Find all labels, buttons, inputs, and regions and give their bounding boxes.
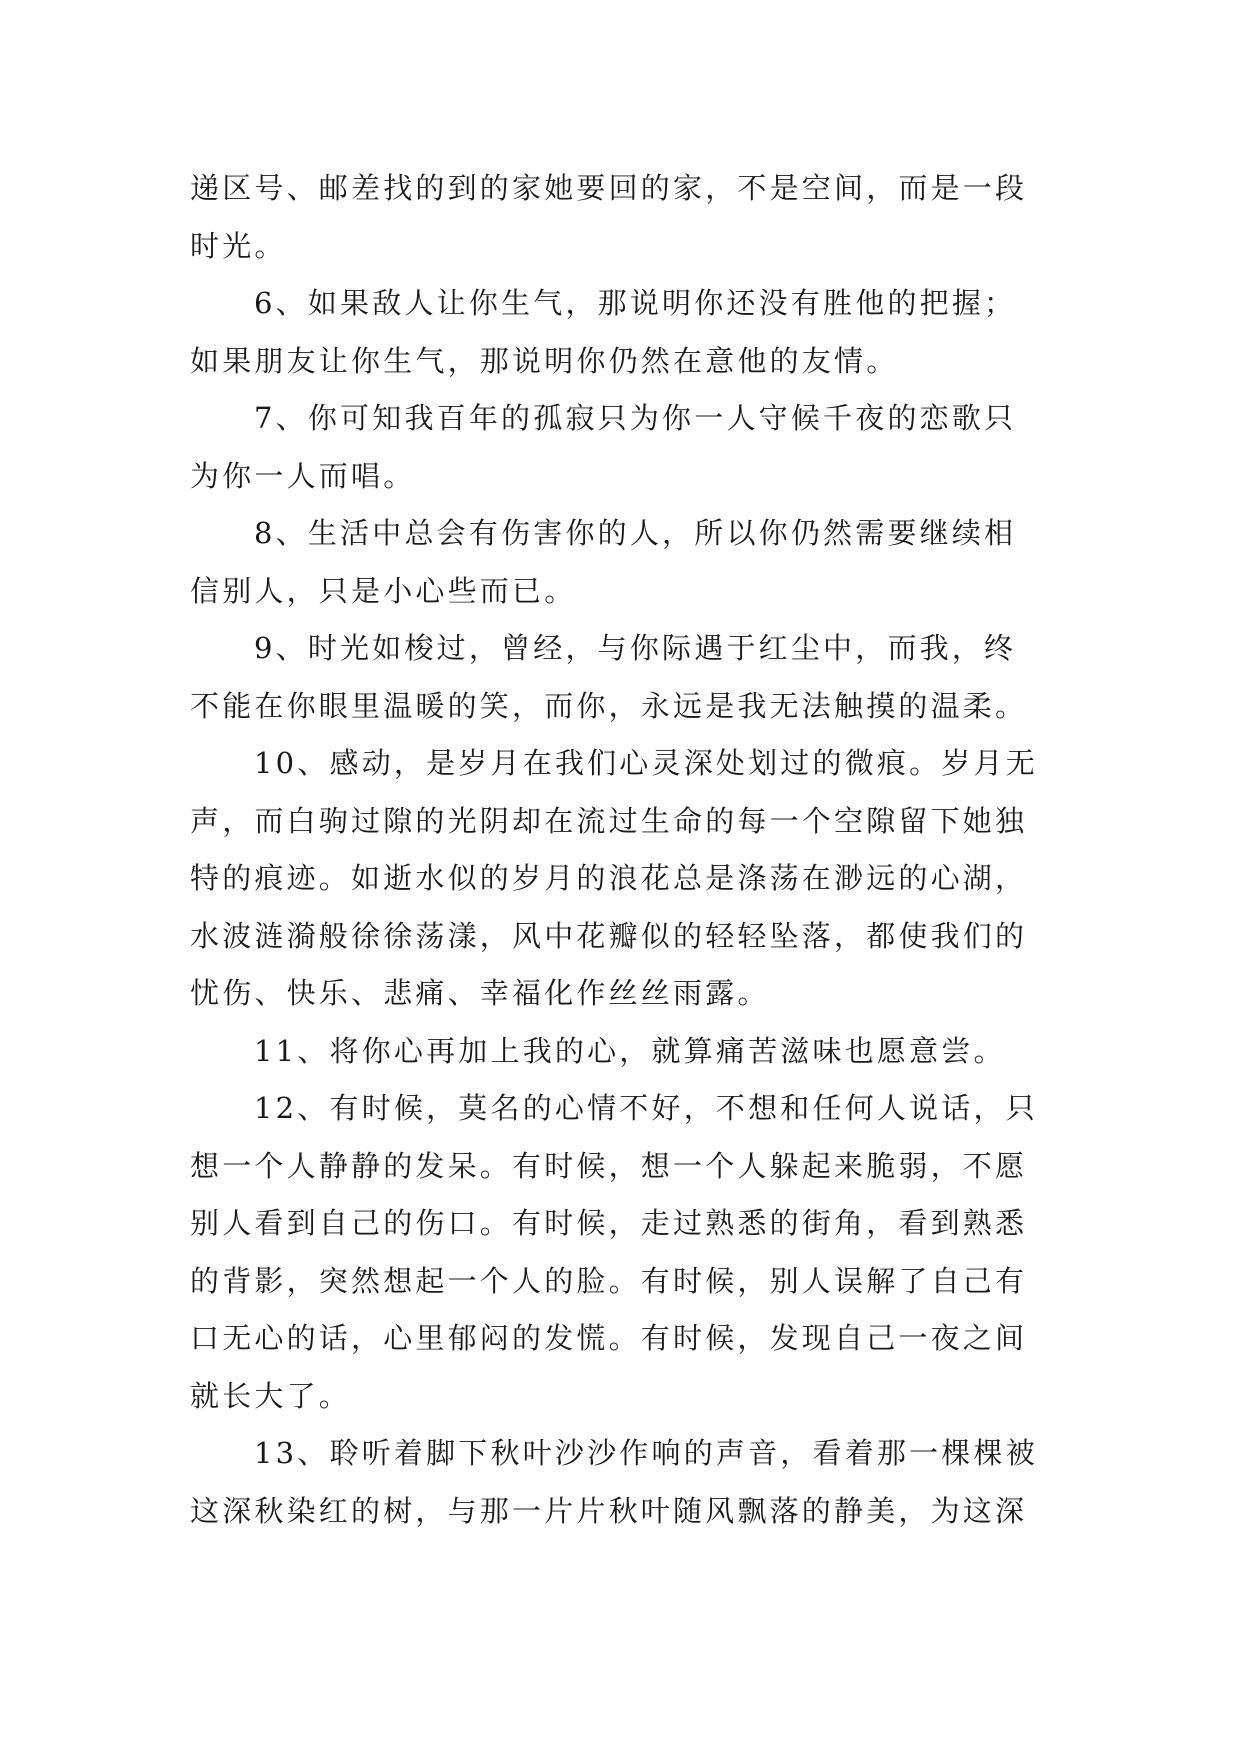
text-line: 忧伤、快乐、悲痛、幸福化作丝丝雨露。 — [190, 976, 770, 1010]
text-line: 信别人，只是小心些而已。 — [190, 573, 577, 608]
text-line: 水波涟漪般徐徐荡漾，风中花瓣似的轻轻坠落，都使我们的 — [190, 918, 1028, 953]
text-line: 递区号、邮差找的到的家她要回的家，不是空间，而是一段 — [190, 171, 1028, 205]
paragraph-13 — [190, 1425, 1070, 1540]
document-page — [190, 160, 1070, 1540]
text-line: 6、如果敌人让你生气，那说明你还没有胜他的把握； — [254, 286, 1017, 320]
paragraph-9 — [190, 620, 1070, 735]
text-line: 声，而白驹过隙的光阴却在流过生命的每一个空隙留下她独 — [190, 803, 1028, 838]
paragraph-10 — [190, 735, 1070, 1023]
text-line: 11、将你心再加上我的心，就算痛苦滋味也愿意尝。 — [254, 1033, 1006, 1068]
text-line: 为你一人而唱。 — [190, 458, 416, 493]
text-line: 12、有时候，莫名的心情不好，不想和任何人说话，只 — [254, 1091, 1038, 1125]
text-line: 13、聆听着脚下秋叶沙沙作响的声音，看着那一棵棵被 — [254, 1436, 1038, 1470]
text-line: 的背影，突然想起一个人的脸。有时候，别人误解了自己有 — [190, 1263, 1028, 1298]
paragraph-11 — [190, 1023, 1070, 1081]
paragraph-6 — [190, 275, 1070, 390]
paragraph-continuation — [190, 160, 1070, 275]
text-line: 8、生活中总会有伤害你的人，所以你仍然需要继续相 — [254, 516, 1017, 550]
text-line: 时光。 — [190, 228, 287, 263]
text-line: 7、你可知我百年的孤寂只为你一人守候千夜的恋歌只 — [254, 401, 1017, 435]
text-line: 10、感动，是岁月在我们心灵深处划过的微痕。岁月无 — [254, 746, 1038, 780]
paragraph-8 — [190, 505, 1070, 620]
text-line: 就长大了。 — [190, 1378, 352, 1413]
text-line: 这深秋染红的树，与那一片片秋叶随风飘落的静美，为这深 — [190, 1493, 1028, 1528]
text-line: 特的痕迹。如逝水似的岁月的浪花总是涤荡在渺远的心湖， — [190, 861, 1028, 895]
paragraph-7 — [190, 390, 1070, 505]
text-line: 不能在你眼里温暖的笑，而你，永远是我无法触摸的温柔。 — [190, 688, 1028, 723]
text-line: 别人看到自己的伤口。有时候，走过熟悉的街角，看到熟悉 — [190, 1206, 1028, 1240]
paragraph-12 — [190, 1080, 1070, 1425]
text-line: 9、时光如梭过，曾经，与你际遇于红尘中，而我，终 — [254, 631, 1017, 665]
text-line: 口无心的话，心里郁闷的发慌。有时候，发现自己一夜之间 — [190, 1321, 1028, 1355]
text-line: 如果朋友让你生气，那说明你仍然在意他的友情。 — [190, 343, 899, 378]
text-line: 想一个人静静的发呆。有时候，想一个人躲起来脆弱，不愿 — [190, 1148, 1028, 1183]
